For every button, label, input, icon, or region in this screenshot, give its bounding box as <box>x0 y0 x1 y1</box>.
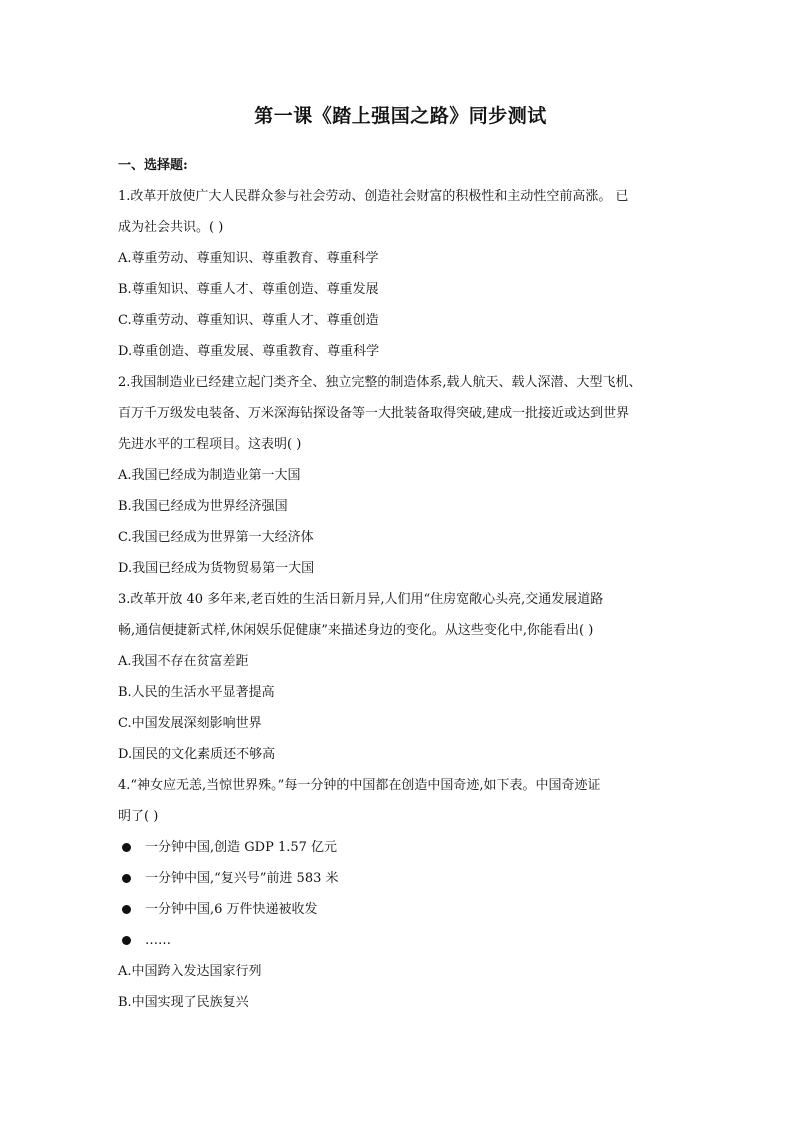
question-4-bullet-4-text: …… <box>145 933 171 948</box>
question-3-stem-line-1: 3.改革开放 40 多年来,老百姓的生活日新月异,人们用“住房宽敞心头亮,交通发展道路 <box>118 592 604 607</box>
question-4-bullet-3 <box>118 894 683 925</box>
question-3-option-d: D.国民的文化素质还不够高 <box>118 747 276 762</box>
question-2-stem-line-1: 2.我国制造业已经建立起门类齐全、独立完整的制造体系,载人航天、载人深潜、大型飞机、 <box>118 375 642 390</box>
bullet-dot-icon <box>122 936 131 945</box>
question-1-stem-line-1: 1.改革开放使广大人民群众参与社会劳动、创造社会财富的积极性和主动性空前高涨。 已 <box>118 189 629 204</box>
question-1-option-b: B.尊重知识、尊重人才、尊重创造、尊重发展 <box>118 282 379 297</box>
question-2-option-a: A.我国已经成为制造业第一大国 <box>118 468 301 483</box>
question-2-stem-line-3: 先进水平的工程项目。这表明( ) <box>118 437 302 452</box>
question-4-option-b: B.中国实现了民族复兴 <box>118 995 249 1010</box>
question-2-option-d: D.我国已经成为货物贸易第一大国 <box>118 561 315 576</box>
question-2-option-c: C.我国已经成为世界第一大经济体 <box>118 530 314 545</box>
question-2 <box>118 367 683 584</box>
question-4-bullet-3-text: 一分钟中国,6 万件快递被收发 <box>145 902 318 917</box>
question-4-bullet-4 <box>118 925 683 956</box>
question-3-option-c: C.中国发展深刻影响世界 <box>118 716 262 731</box>
question-3 <box>118 584 683 770</box>
question-1-option-c: C.尊重劳动、尊重知识、尊重人才、尊重创造 <box>118 313 379 328</box>
question-4-option-a: A.中国跨入发达国家行列 <box>118 964 262 979</box>
question-4-stem-line-1: 4.“神女应无恙,当惊世界殊。”每一分钟的中国都在创造中国奇迹,如下表。中国奇迹证 <box>118 778 601 793</box>
question-4-bullet-2 <box>118 863 683 894</box>
question-4-bullet-2-text: 一分钟中国,“复兴号”前进 583 米 <box>145 871 339 886</box>
question-4 <box>118 770 683 1018</box>
question-4-bullet-1-text: 一分钟中国,创造 GDP 1.57 亿元 <box>145 840 338 855</box>
question-2-option-b: B.我国已经成为世界经济强国 <box>118 499 288 514</box>
question-3-stem-line-2: 畅,通信便捷新式样,休闲娱乐促健康”来描述身边的变化。从这些变化中,你能看出( ) <box>118 623 594 638</box>
question-3-option-b: B.人民的生活水平显著提高 <box>118 685 275 700</box>
section-heading: 一、选择题: <box>118 158 188 173</box>
bullet-dot-icon <box>122 905 131 914</box>
question-1 <box>118 181 683 367</box>
question-2-stem-line-2: 百万千万级发电装备、万米深海钻探设备等一大批装备取得突破,建成一批接近或达到世界 <box>118 406 630 421</box>
page-title: 第一课《踏上强国之路》同步测试 <box>254 105 547 127</box>
question-3-option-a: A.我国不存在贫富差距 <box>118 654 249 669</box>
bullet-dot-icon <box>122 874 131 883</box>
question-1-option-d: D.尊重创造、尊重发展、尊重教育、尊重科学 <box>118 344 380 359</box>
question-1-option-a: A.尊重劳动、尊重知识、尊重教育、尊重科学 <box>118 251 379 266</box>
question-4-stem-line-2: 明了( ) <box>118 809 159 824</box>
question-4-bullet-1 <box>118 832 683 863</box>
question-1-stem-line-2: 成为社会共识。( ) <box>118 220 224 235</box>
bullet-dot-icon <box>122 843 131 852</box>
